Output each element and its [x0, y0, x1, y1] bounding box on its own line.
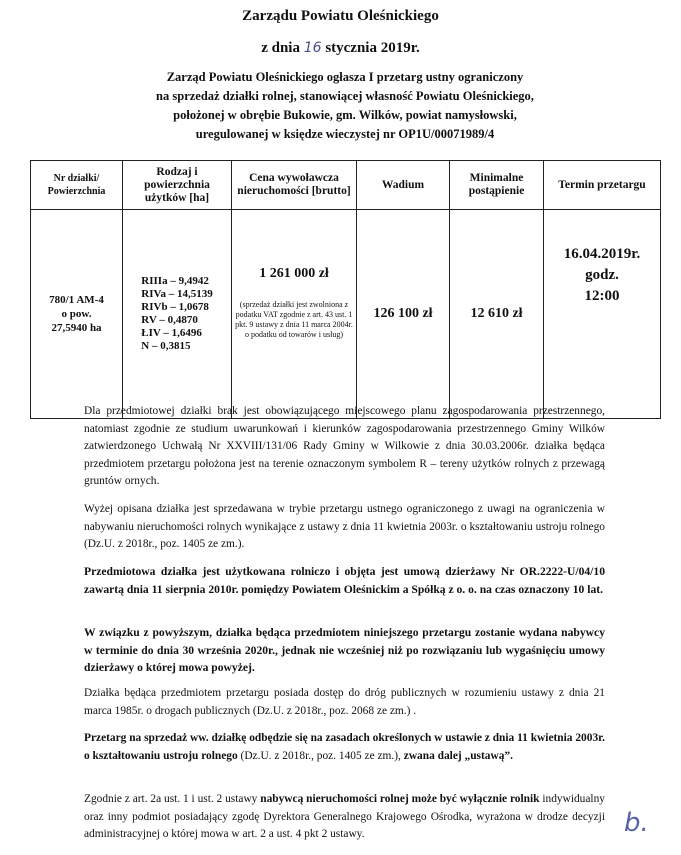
col-header-min-increment: Minimalne postąpienie	[450, 161, 544, 210]
land-use-item: ŁIV – 1,6496	[141, 327, 202, 339]
land-use-item: RV – 0,4870	[141, 314, 198, 326]
eligibility-normal-b: indywidualny oraz inny podmiot posiadający zgodę Dyrektora Generalnego Krajowego Ośrodka, wyrażona w drodze decyzji administracyjnej o której mowa w art. 2 a ust. 4 pkt 2 ustawy.	[84, 793, 605, 840]
col-header-land-use: Rodzaj i powierzchnia użytków [ha]	[123, 161, 232, 210]
col-header-price: Cena wywoławcza nieruchomości [brutto]	[232, 161, 357, 210]
table-header-row	[31, 161, 661, 210]
intro-line-2: na sprzedaż działki rolnej, stanowiącej własność Powiatu Oleśnickiego,	[156, 89, 534, 103]
land-use-item: RIVb – 1,0678	[141, 301, 209, 313]
parcel-area-label: o pow.	[61, 308, 92, 320]
paragraph-tender-mode: Wyżej opisana działka jest sprzedawana w trybie przetargu ustnego ograniczonego z uwagi na ograniczenia w nabywaniu nieruchomości rolnych wynikające z ustawy z dnia 11 kwietnia 2003r. o kształtowaniu ustroju rolnego (Dz.U. z 2018r., poz. 1405 ze zm.).	[84, 503, 605, 550]
land-use-item: RIIIa – 9,4942	[141, 275, 209, 287]
paragraph-handover: W związku z powyższym, działka będąca przedmiotem niniejszego przetargu zostanie wydana nabywcy w terminie do dnia 30 września 2020r., jednak nie wcześniej niż po rozwiązaniu lub wygaśnięciu umowy dzierżawy o której mowa powyżej.	[84, 626, 605, 674]
eligibility-bold: nabywcą nieruchomości rolnej może być wyłącznie rolnik	[260, 793, 540, 805]
cell-land-use	[123, 210, 232, 419]
paragraph-lease: Przedmiotowa działka jest użytkowana rolniczo i objęta jest umową dzierżawy Nr OR.2222-U/04/10 zawartą dnia 11 sierpnia 2010r. pomiędzy Powiatem Oleśnickim a Spółką z o. o. na czas oznaczony 10 lat.	[84, 565, 605, 596]
paragraph-zoning: Dla przedmiotowej działki brak jest obowiązującego miejscowego planu zagospodarowania przestrzennego, natomiast zgodnie ze studium uwarunkowań i kierunków zagospodarowania przestrzennego Gminy Wilków zatwierdzonego Uchwałą Nr XXVIII/131/06 Rady Gminy w Wilkowie z dnia 30.03.2006r. działka będąca przedmiotem przetargu położona jest na terenie oznaczonym symbolem R – tereny użytków rolnych z przewagą gruntów ornych.	[84, 405, 605, 487]
legal-basis-normal: (Dz.U. z 2018r., poz. 1405 ze zm.),	[237, 749, 404, 762]
eligibility-normal-a: Zgodnie z art. 2a ust. 1 i ust. 2 ustawy	[84, 793, 261, 805]
legal-basis-bold-b: zwana dalej „ustawą”.	[403, 749, 513, 762]
date-day-handwritten: 16	[303, 40, 322, 56]
parcel-area: 27,5940 ha	[51, 322, 102, 334]
price-value: 1 261 000 zł	[259, 266, 329, 281]
price-vat-note: (sprzedaż działki jest zwolniona z podatku VAT zgodnie z art. 43 ust. 1 pkt. 9 ustawy z dnia 11 marca 2004r. o podatku od towarów i usług)	[235, 300, 353, 339]
term-date: 16.04.2019r.	[563, 246, 641, 262]
term-time: 12:00	[584, 288, 620, 304]
land-use-item: RIVa – 14,5139	[141, 288, 213, 300]
legal-basis-bold-a: Przetarg na sprzedaż ww. działkę odbędzie się na zasadach określonych w ustawie z dnia 11 kwietnia 2003r. o kształtowaniu ustroju rolnego	[84, 732, 605, 762]
cell-price	[232, 210, 357, 419]
cell-parcel	[31, 210, 123, 419]
col-header-parcel: Nr działki/ Powierzchnia	[31, 161, 123, 210]
col-header-deposit: Wadium	[357, 161, 450, 210]
date-prefix: z dnia	[261, 40, 300, 56]
paragraph-buyer-eligibility	[84, 791, 605, 844]
intro-line-3: położonej w obrębie Bukowie, gm. Wilków, powiat namysłowski,	[173, 108, 517, 122]
cell-term	[544, 210, 661, 419]
intro-line-1: Zarząd Powiatu Oleśnickiego ogłasza I przetarg ustny ograniczony	[166, 70, 524, 84]
handwritten-margin-mark: b.	[624, 808, 649, 838]
parcel-number: 780/1 AM-4	[49, 294, 104, 306]
paragraph-legal-basis	[84, 730, 605, 765]
cell-deposit: 126 100 zł	[357, 210, 450, 419]
paragraph-road-access: Działka będąca przedmiotem przetargu posiada dostęp do dróg publicznych w rozumieniu ustawy z dnia 21 marca 1985r. o drogach publicznych (Dz.U. z 2018r., poz. 2068 ze zm.) .	[84, 687, 605, 717]
table-row	[31, 210, 661, 419]
term-hour-label: godz.	[585, 267, 619, 283]
cell-min-increment: 12 610 zł	[450, 210, 544, 419]
offer-table	[30, 160, 661, 419]
document-date	[0, 40, 681, 57]
intro-line-4: uregulowanej w księdze wieczystej nr OP1U/00071989/4	[195, 127, 495, 141]
land-use-item: N – 0,3815	[141, 340, 191, 352]
col-header-term: Termin przetargu	[544, 161, 661, 210]
date-suffix: stycznia 2019r.	[325, 40, 420, 56]
document-title: Zarządu Powiatu Oleśnickiego	[242, 8, 439, 24]
